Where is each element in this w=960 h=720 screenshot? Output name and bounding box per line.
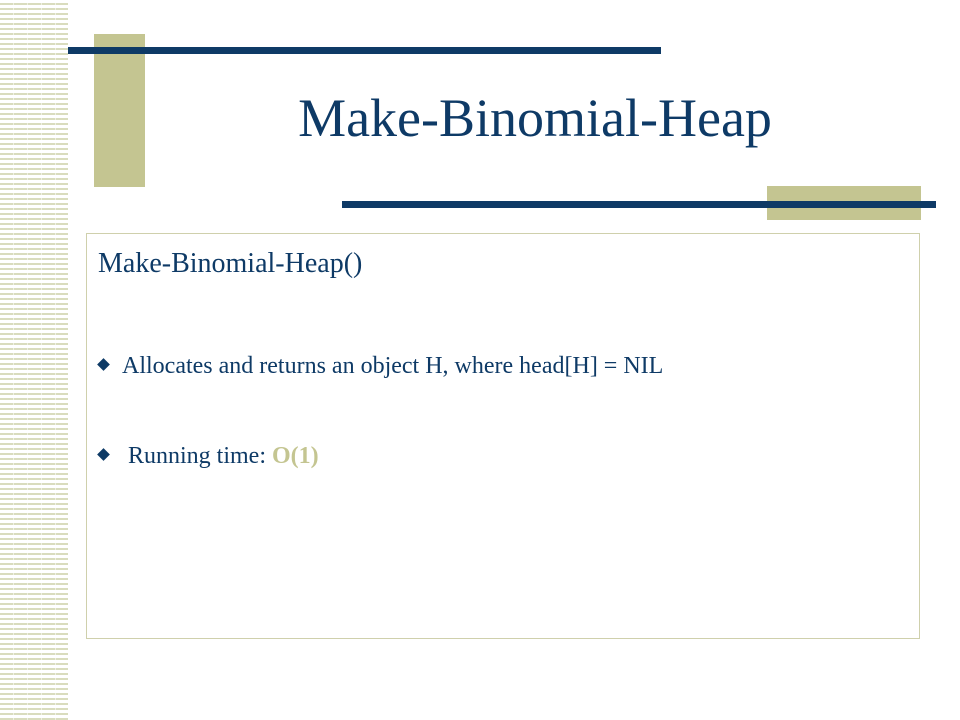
complexity-highlight: O(1) [272, 443, 319, 469]
content-heading: Make-Binomial-Heap() [98, 248, 363, 279]
diamond-bullet-icon [97, 358, 110, 371]
top-left-olive-block [94, 34, 145, 187]
left-stripe-decoration [0, 0, 68, 720]
slide-title: Make-Binomial-Heap [298, 88, 772, 148]
bullet-running-time [99, 443, 319, 470]
diamond-bullet-icon [97, 448, 110, 461]
top-navy-bar [68, 47, 661, 54]
right-navy-bar [342, 201, 936, 208]
bullet-text: Allocates and returns an object H, where head[H] = NIL [122, 353, 664, 379]
bullet-text: Running time: [128, 443, 272, 469]
content-box [86, 233, 920, 639]
bullet-allocates [99, 353, 663, 380]
